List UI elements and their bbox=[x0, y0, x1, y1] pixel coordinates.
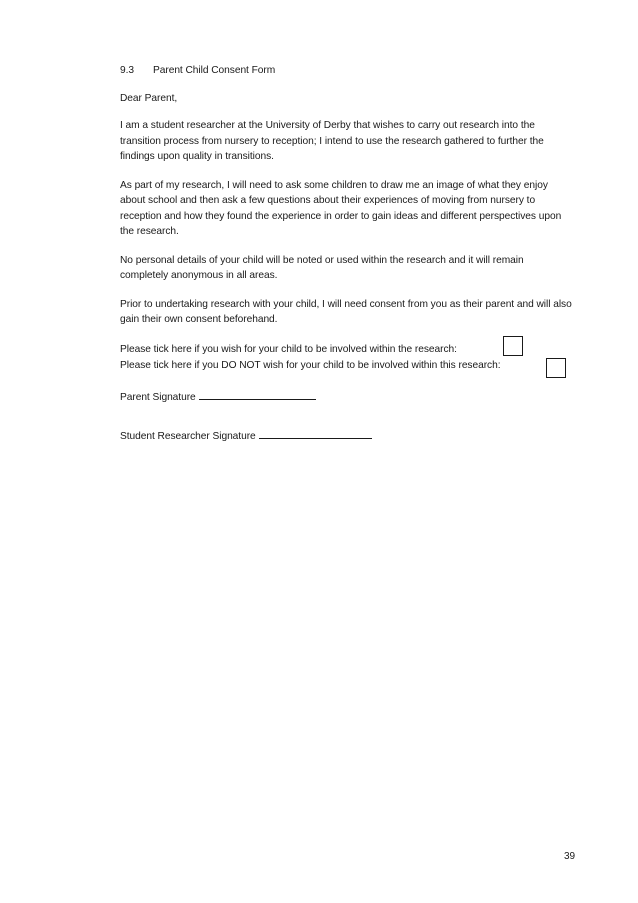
student-signature-field[interactable] bbox=[259, 429, 372, 439]
tick-no-row bbox=[120, 358, 572, 374]
tick-no-label: Please tick here if you DO NOT wish for your child to be involved within this research: bbox=[120, 359, 501, 371]
section-heading bbox=[120, 63, 572, 79]
tick-yes-label: Please tick here if you wish for your child to be involved within the research: bbox=[120, 343, 457, 355]
consent-form bbox=[120, 63, 572, 469]
consent-tick-section bbox=[120, 342, 572, 374]
page-number: 39 bbox=[564, 851, 576, 862]
consent-paragraph: Prior to undertaking research with your child, I will need consent from you as their parent and will also gain their own consent beforehand. bbox=[120, 298, 572, 325]
parent-signature-label: Parent Signature bbox=[120, 391, 196, 403]
parent-signature-row bbox=[120, 390, 572, 406]
section-title: Parent Child Consent Form bbox=[153, 65, 276, 76]
anonymity-paragraph: No personal details of your child will be noted or used within the research and it will remain completely anonymous in all areas. bbox=[120, 254, 524, 281]
greeting: Dear Parent, bbox=[120, 92, 178, 104]
tick-no-checkbox[interactable] bbox=[546, 358, 566, 378]
section-number: 9.3 bbox=[120, 65, 135, 76]
intro-paragraph: I am a student researcher at the University of Derby that wishes to carry out research into the transition process from nursery to reception; I intend to use the research gathered to further the findings upon quality in transitions. bbox=[120, 120, 544, 162]
student-signature-label: Student Researcher Signature bbox=[120, 431, 256, 442]
tick-yes-row bbox=[120, 342, 572, 358]
tick-yes-checkbox[interactable] bbox=[503, 336, 523, 356]
parent-signature-field[interactable] bbox=[199, 390, 316, 400]
research-paragraph: As part of my research, I will need to ask some children to draw me an image of what they enjoy about school and then ask a few questions about their experiences of moving from nursery to reception and how they found the experience in order to gain ideas and different perspectives upon the research. bbox=[120, 179, 562, 237]
student-signature-row bbox=[120, 429, 572, 445]
